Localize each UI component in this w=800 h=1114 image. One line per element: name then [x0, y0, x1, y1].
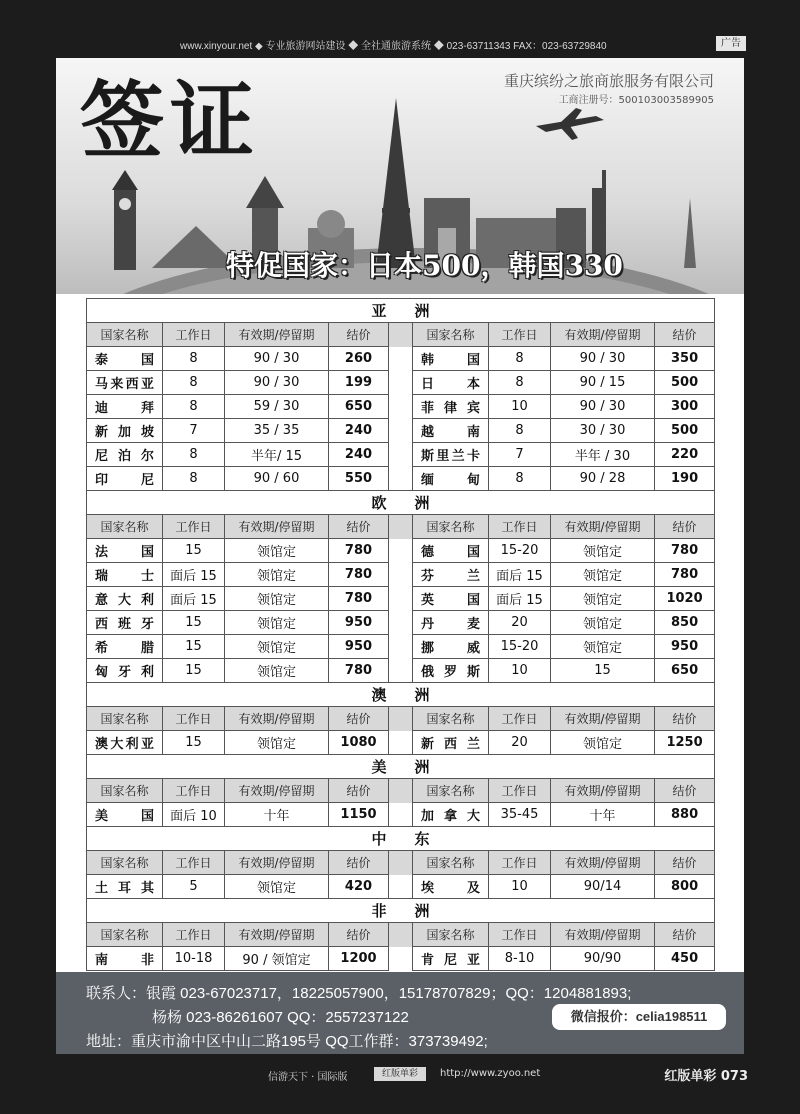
validity-stay: 90 / 28 — [551, 467, 655, 491]
country-name: 土耳其 — [87, 875, 163, 899]
company-name: 重庆缤纷之旅商旅服务有限公司 — [503, 72, 714, 90]
country-name: 肯尼亚 — [413, 947, 489, 971]
work-days: 5 — [163, 875, 225, 899]
validity-stay: 90 / 60 — [225, 467, 329, 491]
table-row — [87, 731, 715, 755]
column-header: 国家名称 — [87, 515, 163, 539]
country-name: 越南 — [413, 419, 489, 443]
footer-tag: 红版单彩 — [374, 1067, 426, 1081]
work-days: 8 — [489, 371, 551, 395]
footer — [0, 1062, 800, 1092]
region-row — [87, 491, 715, 515]
validity-stay: 15 — [551, 659, 655, 683]
column-header: 国家名称 — [87, 851, 163, 875]
column-gap — [389, 419, 413, 443]
column-header: 结价 — [329, 851, 389, 875]
price: 420 — [329, 875, 389, 899]
price: 350 — [655, 347, 715, 371]
column-header: 工作日 — [163, 707, 225, 731]
price: 780 — [655, 539, 715, 563]
column-gap — [389, 347, 413, 371]
column-header: 有效期/停留期 — [225, 515, 329, 539]
country-name: 意大利 — [87, 587, 163, 611]
table-row — [87, 563, 715, 587]
eiffel-deck — [382, 208, 410, 213]
validity-stay: 90 / 30 — [225, 347, 329, 371]
price: 240 — [329, 443, 389, 467]
price: 1150 — [329, 803, 389, 827]
column-header: 结价 — [329, 515, 389, 539]
column-gap — [389, 635, 413, 659]
taj-mahal-dome — [317, 210, 345, 238]
validity-stay: 十年 — [225, 803, 329, 827]
column-header: 工作日 — [163, 923, 225, 947]
validity-stay: 领馆定 — [225, 539, 329, 563]
country-name: 泰国 — [87, 347, 163, 371]
price: 950 — [655, 635, 715, 659]
column-header: 工作日 — [163, 779, 225, 803]
work-days: 15 — [163, 659, 225, 683]
column-header: 工作日 — [489, 707, 551, 731]
column-gap — [389, 371, 413, 395]
column-header: 工作日 — [489, 779, 551, 803]
work-days: 20 — [489, 611, 551, 635]
column-header: 工作日 — [489, 851, 551, 875]
country-name: 丹麦 — [413, 611, 489, 635]
validity-stay: 90/14 — [551, 875, 655, 899]
column-header: 结价 — [329, 779, 389, 803]
country-name: 希腊 — [87, 635, 163, 659]
table-header-row — [87, 923, 715, 947]
validity-stay: 90 / 30 — [551, 395, 655, 419]
work-days: 15 — [163, 539, 225, 563]
validity-stay: 领馆定 — [551, 731, 655, 755]
table-row — [87, 395, 715, 419]
validity-stay: 领馆定 — [225, 635, 329, 659]
price: 1200 — [329, 947, 389, 971]
work-days: 15-20 — [489, 539, 551, 563]
table-header-row — [87, 851, 715, 875]
table-row — [87, 347, 715, 371]
validity-stay: 领馆定 — [551, 587, 655, 611]
column-header: 工作日 — [489, 323, 551, 347]
price: 780 — [329, 587, 389, 611]
region-row — [87, 899, 715, 923]
region-title: 非洲 — [87, 899, 715, 923]
price: 500 — [655, 419, 715, 443]
column-gap — [389, 443, 413, 467]
column-gap — [389, 659, 413, 683]
column-header: 国家名称 — [413, 923, 489, 947]
pagoda-roof — [246, 176, 284, 208]
column-gap — [389, 587, 413, 611]
price: 300 — [655, 395, 715, 419]
validity-stay: 30 / 30 — [551, 419, 655, 443]
work-days: 面后 15 — [163, 587, 225, 611]
column-gap — [389, 875, 413, 899]
price: 780 — [329, 563, 389, 587]
promo-banner: 特促国家：日本500，韩国330 — [226, 249, 623, 282]
validity-stay: 领馆定 — [225, 659, 329, 683]
price: 190 — [655, 467, 715, 491]
column-header: 工作日 — [163, 851, 225, 875]
price: 500 — [655, 371, 715, 395]
validity-stay: 十年 — [551, 803, 655, 827]
country-name: 韩国 — [413, 347, 489, 371]
region-title: 澳洲 — [87, 683, 715, 707]
price: 1020 — [655, 587, 715, 611]
column-header: 结价 — [329, 323, 389, 347]
table-row — [87, 947, 715, 971]
column-header: 工作日 — [489, 923, 551, 947]
country-name: 菲律宾 — [413, 395, 489, 419]
contact-panel — [56, 972, 744, 1054]
table-header-row — [87, 707, 715, 731]
region-title: 中东 — [87, 827, 715, 851]
column-gap — [389, 731, 413, 755]
work-days: 8 — [163, 347, 225, 371]
work-days: 8 — [489, 419, 551, 443]
validity-stay: 35 / 35 — [225, 419, 329, 443]
price: 650 — [329, 395, 389, 419]
table-header-row — [87, 515, 715, 539]
wechat-badge: 微信报价：celia198511 — [552, 1004, 726, 1030]
country-name: 英国 — [413, 587, 489, 611]
column-header: 有效期/停留期 — [225, 923, 329, 947]
work-days: 面后 15 — [163, 563, 225, 587]
column-header: 有效期/停留期 — [225, 851, 329, 875]
column-header: 结价 — [655, 323, 715, 347]
work-days: 10 — [489, 659, 551, 683]
region-row — [87, 683, 715, 707]
table-row — [87, 371, 715, 395]
column-header: 有效期/停留期 — [551, 779, 655, 803]
column-header: 有效期/停留期 — [225, 707, 329, 731]
column-gap — [389, 923, 413, 947]
contact-line-2: 杨杨 023-86261607 QQ：2557237122 — [152, 1009, 409, 1026]
price: 850 — [655, 611, 715, 635]
validity-stay: 领馆定 — [551, 539, 655, 563]
column-gap — [389, 707, 413, 731]
column-header: 国家名称 — [87, 923, 163, 947]
work-days: 10 — [489, 395, 551, 419]
column-header: 结价 — [655, 779, 715, 803]
table-row — [87, 659, 715, 683]
column-header: 国家名称 — [87, 323, 163, 347]
validity-stay: 领馆定 — [551, 611, 655, 635]
column-header: 工作日 — [163, 515, 225, 539]
validity-stay: 90 / 30 — [551, 347, 655, 371]
work-days: 10-18 — [163, 947, 225, 971]
table-row — [87, 419, 715, 443]
column-header: 国家名称 — [87, 707, 163, 731]
work-days: 面后 15 — [489, 563, 551, 587]
work-days: 35-45 — [489, 803, 551, 827]
validity-stay: 90/90 — [551, 947, 655, 971]
country-name: 德国 — [413, 539, 489, 563]
country-name: 加拿大 — [413, 803, 489, 827]
column-header: 结价 — [329, 923, 389, 947]
region-row — [87, 827, 715, 851]
validity-stay: 领馆定 — [225, 875, 329, 899]
column-gap — [389, 851, 413, 875]
validity-stay: 领馆定 — [225, 731, 329, 755]
validity-stay: 领馆定 — [551, 635, 655, 659]
column-gap — [389, 779, 413, 803]
hero-banner — [56, 58, 744, 294]
column-header: 工作日 — [489, 515, 551, 539]
country-name: 新西兰 — [413, 731, 489, 755]
column-gap — [389, 611, 413, 635]
price: 450 — [655, 947, 715, 971]
work-days: 10 — [489, 875, 551, 899]
page-title: 签证 — [80, 71, 261, 170]
column-header: 有效期/停留期 — [551, 707, 655, 731]
price: 780 — [329, 539, 389, 563]
top-bar — [0, 0, 800, 58]
region-row — [87, 755, 715, 779]
ad-label: 广告 — [716, 36, 746, 51]
validity-stay: 90 / 15 — [551, 371, 655, 395]
validity-stay: 领馆定 — [551, 563, 655, 587]
work-days: 面后 15 — [489, 587, 551, 611]
work-days: 7 — [163, 419, 225, 443]
visa-price-table — [86, 298, 715, 971]
work-days: 15 — [163, 611, 225, 635]
table-row — [87, 875, 715, 899]
airplane-icon — [536, 108, 604, 140]
country-name: 法国 — [87, 539, 163, 563]
price: 780 — [329, 659, 389, 683]
price: 1250 — [655, 731, 715, 755]
country-name: 新加坡 — [87, 419, 163, 443]
country-name: 西班牙 — [87, 611, 163, 635]
validity-stay: 59 / 30 — [225, 395, 329, 419]
validity-stay: 领馆定 — [225, 587, 329, 611]
country-name: 挪威 — [413, 635, 489, 659]
column-header: 结价 — [655, 923, 715, 947]
column-header: 结价 — [655, 515, 715, 539]
column-header: 有效期/停留期 — [225, 323, 329, 347]
contact-line-1: 联系人：银霞 023-67023717，18225057900，15178707829；QQ：1204881893; — [86, 985, 632, 1002]
price: 800 — [655, 875, 715, 899]
work-days: 20 — [489, 731, 551, 755]
validity-stay: 半年/ 15 — [225, 443, 329, 467]
work-days: 15 — [163, 731, 225, 755]
obelisk-shape — [684, 198, 696, 268]
price: 240 — [329, 419, 389, 443]
country-name: 芬兰 — [413, 563, 489, 587]
work-days: 8 — [163, 371, 225, 395]
work-days: 15 — [163, 635, 225, 659]
country-name: 南非 — [87, 947, 163, 971]
work-days: 8 — [489, 467, 551, 491]
work-days: 7 — [489, 443, 551, 467]
column-header: 国家名称 — [413, 515, 489, 539]
country-name: 匈牙利 — [87, 659, 163, 683]
work-days: 15-20 — [489, 635, 551, 659]
table-row — [87, 587, 715, 611]
table-header-row — [87, 779, 715, 803]
table-row — [87, 467, 715, 491]
column-gap — [389, 323, 413, 347]
column-header: 结价 — [329, 707, 389, 731]
validity-stay: 领馆定 — [225, 611, 329, 635]
price: 950 — [329, 635, 389, 659]
region-title: 欧洲 — [87, 491, 715, 515]
region-title: 美洲 — [87, 755, 715, 779]
column-gap — [389, 803, 413, 827]
column-gap — [389, 563, 413, 587]
work-days: 8 — [163, 395, 225, 419]
table-row — [87, 539, 715, 563]
table-header-row — [87, 323, 715, 347]
country-name: 美国 — [87, 803, 163, 827]
visa-page — [56, 58, 744, 1054]
column-header: 结价 — [655, 851, 715, 875]
column-header: 国家名称 — [413, 707, 489, 731]
country-name: 瑞士 — [87, 563, 163, 587]
column-header: 国家名称 — [413, 779, 489, 803]
table-row — [87, 803, 715, 827]
table-row — [87, 443, 715, 467]
price: 650 — [655, 659, 715, 683]
page-number: 红版单彩 073 — [664, 1069, 748, 1084]
country-name: 埃及 — [413, 875, 489, 899]
work-days: 8 — [489, 347, 551, 371]
country-name: 斯里兰卡 — [413, 443, 489, 467]
footer-url[interactable]: http://www.zyoo.net — [440, 1068, 541, 1079]
footer-brand: 信游天下 · 国际版 — [268, 1072, 348, 1083]
price: 1080 — [329, 731, 389, 755]
column-header: 有效期/停留期 — [551, 323, 655, 347]
column-header: 有效期/停留期 — [551, 851, 655, 875]
work-days: 8-10 — [489, 947, 551, 971]
price: 950 — [329, 611, 389, 635]
region-title: 亚洲 — [87, 299, 715, 323]
column-header: 结价 — [655, 707, 715, 731]
validity-stay: 半年 / 30 — [551, 443, 655, 467]
country-name: 马来西亚 — [87, 371, 163, 395]
column-header: 工作日 — [163, 323, 225, 347]
column-header: 有效期/停留期 — [551, 923, 655, 947]
price: 780 — [655, 563, 715, 587]
work-days: 8 — [163, 467, 225, 491]
price: 260 — [329, 347, 389, 371]
column-gap — [389, 539, 413, 563]
registration-number: 工商注册号：500103003589905 — [558, 95, 714, 106]
country-name: 印尼 — [87, 467, 163, 491]
validity-stay: 90 / 30 — [225, 371, 329, 395]
country-name: 尼泊尔 — [87, 443, 163, 467]
country-name: 日本 — [413, 371, 489, 395]
price: 220 — [655, 443, 715, 467]
column-header: 国家名称 — [413, 851, 489, 875]
table-row — [87, 635, 715, 659]
price: 550 — [329, 467, 389, 491]
address-line: 地址：重庆市渝中区中山二路195号 QQ工作群：373739492; — [86, 1033, 488, 1050]
column-header: 有效期/停留期 — [225, 779, 329, 803]
column-gap — [389, 515, 413, 539]
region-row — [87, 299, 715, 323]
country-name: 缅甸 — [413, 467, 489, 491]
price: 199 — [329, 371, 389, 395]
table-row — [87, 611, 715, 635]
column-header: 国家名称 — [87, 779, 163, 803]
work-days: 面后 10 — [163, 803, 225, 827]
country-name: 迪拜 — [87, 395, 163, 419]
big-ben-clock — [119, 198, 131, 210]
validity-stay: 90 / 领馆定 — [225, 947, 329, 971]
country-name: 澳大利亚 — [87, 731, 163, 755]
price: 880 — [655, 803, 715, 827]
country-name: 俄罗斯 — [413, 659, 489, 683]
eiffel-tower — [376, 98, 416, 268]
validity-stay: 领馆定 — [225, 563, 329, 587]
work-days: 8 — [163, 443, 225, 467]
column-header: 国家名称 — [413, 323, 489, 347]
column-gap — [389, 395, 413, 419]
column-header: 有效期/停留期 — [551, 515, 655, 539]
column-gap — [389, 947, 413, 971]
header-contact-line: www.xinyour.net ◆ 专业旅游网站建设 ◆ 全社通旅游系统 ◆ 023-63711343 FAX：023-63729840 — [180, 41, 607, 52]
column-gap — [389, 467, 413, 491]
